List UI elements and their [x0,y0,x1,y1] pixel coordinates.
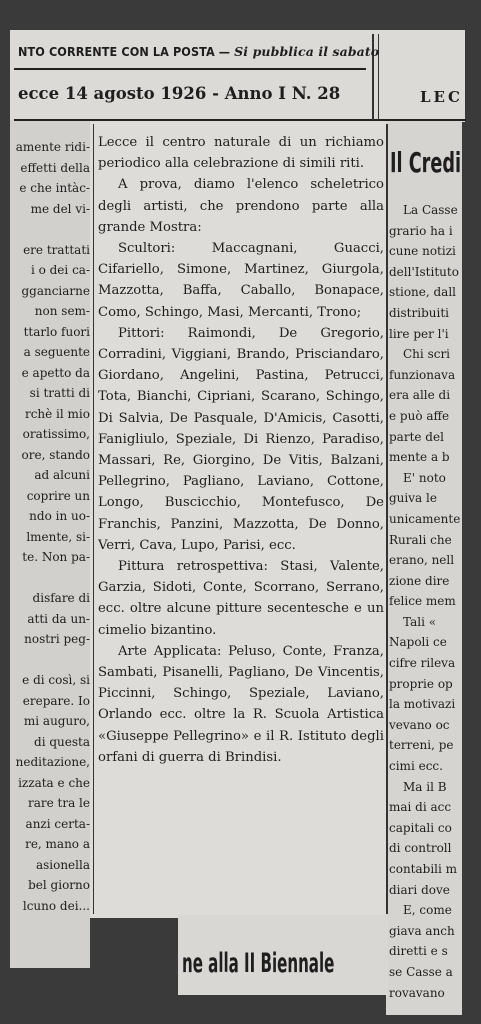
right-column-line: E, come [403,903,452,918]
masthead-date-line: ecce 14 agosto 1926 - Anno I N. 28 [18,84,341,103]
left-column-line: me del vi- [30,201,90,216]
left-column-line: nostri peg- [24,632,90,646]
right-column-line: di controll [389,841,452,856]
right-column-line: se Casse a [389,964,453,979]
left-column-line [12,219,90,240]
left-column-line [12,568,90,589]
right-column-line: La Casse [403,203,458,217]
right-column-line: parte del [389,429,444,444]
right-column-line: grario ha i [389,223,453,238]
right-column-line: la motivazi [389,697,456,712]
left-column-line: e apetto da [21,365,90,380]
right-column-line: cifre rileva [389,656,456,671]
left-column-line: ore, stando [21,447,90,462]
article-body [98,132,384,768]
left-column-line: re, mano a [25,837,90,851]
article-paragraph: Lecce il centro naturale di un richiamo periodico alla celebrazione di simili riti. [98,135,384,172]
right-column-line: funzionava [389,367,456,382]
left-column-line: effetti della [20,160,90,175]
right-column-line: rovavano [389,985,445,1000]
left-column-line: bel giorno [28,878,90,892]
left-column-line: di questa [34,734,90,749]
left-column-line: gganciarne [21,283,90,298]
left-column-line: si tratti di [29,386,90,400]
masthead-top-line: NTO CORRENTE CON LA POSTA — Si pubblica il sabato [18,44,380,59]
right-column-line: Rurali che [389,532,452,547]
article-paragraph: Arte Applicata: Peluso, Conte, Franza, Sambati, Pisanelli, Pagliano, De Vincentis, Piccinni, Schingo, Speziale, Laviano, Orlando ecc. oltre la R. Scuola Artistica «Giuseppe Pellegrino» e il R. Istituto degli orfani di guerra di Brindisi. [98,643,384,765]
right-column-line: distribuiti [389,305,449,320]
right-column-line: Napoli ce [389,635,447,650]
right-column-line: lire per l'i [389,326,449,341]
left-column-line: lmente, si- [26,529,90,544]
masthead-rule-top [14,68,366,70]
left-column-line: oratissimo, [22,427,90,441]
right-column-line: Ma il B [403,779,447,794]
left-column-line: a seguente [23,345,90,359]
masthead-right-fragment: LEC [420,88,463,106]
left-column-line: erepare. Io [22,693,90,708]
left-column-text [12,137,90,913]
right-column-line: proprie op [389,676,453,691]
right-column-line: giava anch [389,923,455,938]
right-column-line: mai di acc [389,800,452,815]
left-column-line: neditazione, [15,755,90,769]
left-column-line: disfare di [32,591,90,605]
right-column-line: era alle di [389,388,451,403]
right-column-line: zione dire [389,573,450,588]
left-column-line: rchè il mio [24,406,90,421]
right-column-line: stione, dall [389,285,457,300]
column-rule-left [93,124,94,914]
left-column-line: anzi certa- [25,816,90,831]
left-column-line: e di così, si [22,673,90,687]
right-column-line: dell'Istituto [389,264,459,279]
right-column-line: guiva le [389,491,437,506]
article-paragraph: Pittura retrospettiva: Stasi, Valente, Garzia, Sidoti, Conte, Scorrano, Serrano, ecc. oltre alcune pitture secentesche e un cimelio bizantino. [98,559,384,638]
right-column-line: cimi ecc. [389,759,443,774]
right-column-line: felice mem [389,594,456,609]
right-column-line: Chi scri [403,347,451,362]
left-column-line: ere trattati [23,242,90,257]
right-column-line: erano, nell [389,553,455,568]
right-column-headline: Il Credi [390,146,461,179]
left-column-line: izzata e che [18,775,90,790]
article-paragraph: Pittori: Raimondi, De Gregorio, Corradini, Viggiani, Brando, Prisciandaro, Giordano, Angelini, Pastina, Petrucci, Tota, Bianchi, Cipriani, Scarano, Schingo, Di Salvia, De Pasquale, D'Amicis, Casotti, Fanigliulo, Speziale, Di Rienzo, Paradiso, Massari, Re, Giorgino, De Vitis, Balzani, Pellegrino, Pagliano, Laviano, Cottone, Longo, Buscicchio, Montefusco, De Franchis, Panzini, Mazzotta, De Donno, Verri, Cava, Lupo, Parisi, ecc. [98,325,384,553]
left-column-line: ttarlo fuori [23,324,90,339]
left-column-line: rare tra le [27,796,90,810]
right-column-line: capitali co [389,820,452,835]
left-column-line: lcuno dei... [22,898,90,913]
right-column-line: diretti e s [389,944,448,959]
right-column-line: unicamente [389,511,461,526]
column-rule-right [386,124,388,914]
left-column-line: atti da un- [27,611,90,626]
left-column-line: asionella [35,857,90,872]
right-column-line: cune notizi [389,244,456,259]
left-column-line: i o dei ca- [30,263,90,277]
right-column-line: contabili m [389,862,458,876]
left-column-line: ad alcuni [34,468,90,482]
left-column-line: amente ridi- [15,140,90,154]
left-column-line: coprire un [26,488,90,503]
right-column-line: E' noto [403,470,446,485]
masthead-rule-bottom [14,119,466,121]
right-column-line: diari dove [389,882,450,897]
left-column-line: e che intàc- [19,181,90,195]
left-column-line: mi auguro, [23,714,90,728]
bottom-strip-headline: ne alla II Biennale [182,948,335,979]
article-paragraph: A prova, diamo l'elenco scheletrico degli artisti, che prendono parte alla grande Mostra: [98,177,384,235]
right-column-line: terreni, pe [389,738,454,753]
right-column-line: vevano oc [389,717,450,732]
article-paragraph: Scultori: Maccagnani, Guacci, Cifariello, Simone, Martinez, Giurgola, Mazzotta, Baffa, Caballo, Bonapace, Como, Schingo, Masi, Mercanti, Trono; [98,241,384,320]
left-column-line: ndo in uo- [29,509,90,523]
left-column-line: te. Non pa- [22,550,90,564]
left-column-line [12,650,90,671]
right-column-line: mente a b [389,450,450,465]
right-column-line: Tali « [403,614,437,629]
right-column-text [389,200,461,1003]
left-column-line: non sem- [34,304,90,318]
right-column-line: e può affe [389,408,450,423]
